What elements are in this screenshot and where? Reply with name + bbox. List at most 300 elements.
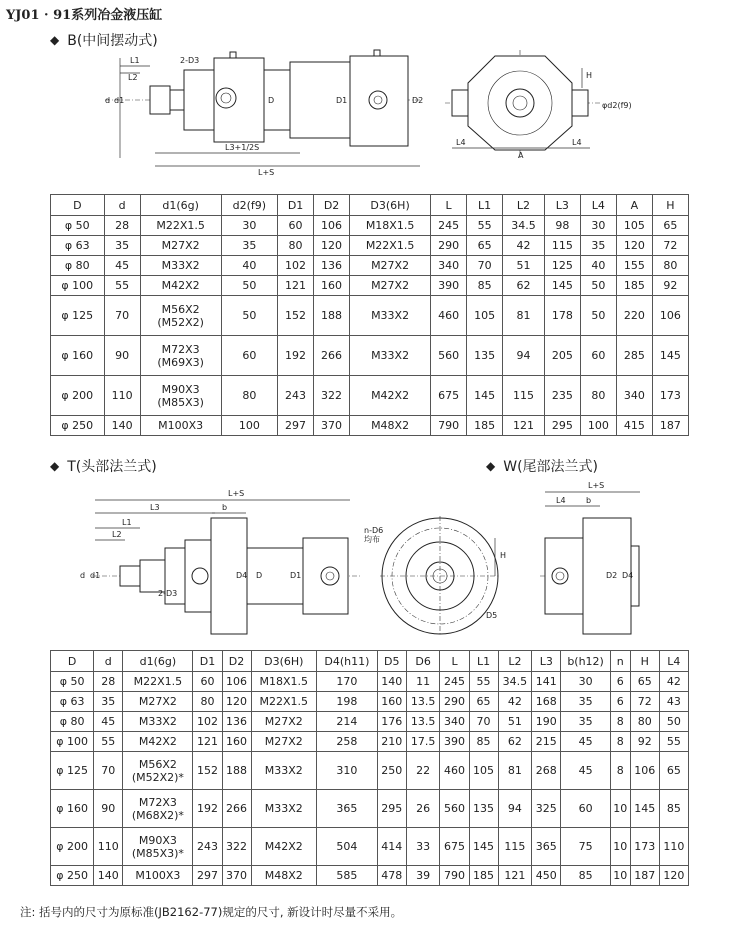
table-cell: 105 bbox=[616, 216, 652, 236]
table-cell: 90 bbox=[94, 790, 123, 828]
table-cell: 60 bbox=[580, 336, 616, 376]
table-cell: 39 bbox=[406, 866, 440, 886]
table-cell: φ 250 bbox=[51, 866, 94, 886]
table-cell: 290 bbox=[440, 692, 469, 712]
label-t-h: H bbox=[500, 551, 507, 560]
table-cell: 250 bbox=[377, 752, 406, 790]
section-b-heading bbox=[50, 30, 158, 50]
table-cell: M42X2 bbox=[251, 828, 316, 866]
label-junbu: 均布 bbox=[364, 535, 380, 544]
table-cell: 51 bbox=[503, 256, 545, 276]
table-cell: 40 bbox=[580, 256, 616, 276]
label-phi-d2: φd2(f9) bbox=[602, 101, 632, 110]
cell-line: M27X2 bbox=[161, 239, 200, 252]
table-cell: 322 bbox=[314, 376, 350, 416]
table-cell: 65 bbox=[652, 216, 688, 236]
label-nd6: n-D6 bbox=[364, 526, 384, 535]
table-cell: φ 200 bbox=[51, 376, 105, 416]
table-cell: 310 bbox=[316, 752, 377, 790]
table-cell: 176 bbox=[377, 712, 406, 732]
table-cell: 60 bbox=[278, 216, 314, 236]
table-cell: 188 bbox=[222, 752, 251, 790]
table-cell: 136 bbox=[222, 712, 251, 732]
table-cell: 55 bbox=[104, 276, 140, 296]
label-ls: L+S bbox=[258, 168, 275, 177]
cell-line: (M52X2)* bbox=[131, 770, 184, 784]
table-cell: 140 bbox=[94, 866, 123, 886]
table-cell: 135 bbox=[469, 790, 498, 828]
table-cell: M33X2 bbox=[350, 336, 431, 376]
table-cell: 340 bbox=[431, 256, 467, 276]
table-cell: 152 bbox=[278, 296, 314, 336]
header-cell: D bbox=[51, 651, 94, 672]
header-cell: D5 bbox=[377, 651, 406, 672]
table-cell: 145 bbox=[630, 790, 659, 828]
table-cell bbox=[123, 732, 193, 752]
table-cell: φ 100 bbox=[51, 276, 105, 296]
table-cell: 102 bbox=[193, 712, 222, 732]
table-row bbox=[51, 712, 689, 732]
table-cell: 121 bbox=[278, 276, 314, 296]
table-t-header bbox=[51, 651, 689, 672]
table-row bbox=[51, 866, 689, 886]
table-cell: 120 bbox=[314, 236, 350, 256]
table-cell: M27X2 bbox=[350, 276, 431, 296]
table-cell: 190 bbox=[532, 712, 561, 732]
table-cell: 45 bbox=[561, 732, 611, 752]
table-cell: 106 bbox=[314, 216, 350, 236]
table-cell: 210 bbox=[377, 732, 406, 752]
label-h: H bbox=[586, 71, 593, 80]
table-cell: 105 bbox=[467, 296, 503, 336]
table-cell: 173 bbox=[652, 376, 688, 416]
table-cell: 80 bbox=[580, 376, 616, 416]
diamond-icon: ◆ bbox=[486, 459, 496, 473]
label-w-l4: L4 bbox=[556, 496, 566, 505]
table-cell: 215 bbox=[532, 732, 561, 752]
table-cell: 35 bbox=[104, 236, 140, 256]
table-cell: 115 bbox=[544, 236, 580, 256]
table-cell: 790 bbox=[431, 416, 467, 436]
table-cell: 187 bbox=[630, 866, 659, 886]
label-d: d bbox=[105, 96, 111, 105]
header-cell: L3 bbox=[544, 195, 580, 216]
cell-line: M72X3 bbox=[161, 342, 200, 356]
cell-line: M33X2 bbox=[138, 715, 177, 728]
table-cell: 50 bbox=[659, 712, 688, 732]
table-cell bbox=[123, 866, 193, 886]
header-cell: d1(6g) bbox=[140, 195, 221, 216]
table-cell: 98 bbox=[544, 216, 580, 236]
table-cell: 50 bbox=[580, 276, 616, 296]
table-cell: 106 bbox=[652, 296, 688, 336]
table-cell: 295 bbox=[544, 416, 580, 436]
table-cell: 28 bbox=[104, 216, 140, 236]
table-cell: 62 bbox=[503, 276, 545, 296]
header-cell: d bbox=[104, 195, 140, 216]
table-cell: 297 bbox=[278, 416, 314, 436]
label-l2: L2 bbox=[128, 73, 138, 82]
table-cell: 72 bbox=[652, 236, 688, 256]
label-t-d1big: D1 bbox=[290, 571, 302, 580]
table-cell: 45 bbox=[104, 256, 140, 276]
table-cell: 30 bbox=[580, 216, 616, 236]
table-cell: 85 bbox=[659, 790, 688, 828]
table-cell: 295 bbox=[377, 790, 406, 828]
table-cell: 266 bbox=[314, 336, 350, 376]
diagram-b bbox=[0, 48, 740, 183]
table-cell: M33X2 bbox=[251, 790, 316, 828]
table-row bbox=[51, 376, 689, 416]
table-cell: 92 bbox=[630, 732, 659, 752]
table-cell: M18X1.5 bbox=[350, 216, 431, 236]
section-w-heading bbox=[486, 456, 598, 476]
table-row bbox=[51, 732, 689, 752]
label-l3s: L3+1/2S bbox=[225, 143, 260, 152]
header-cell: L2 bbox=[498, 651, 532, 672]
table-cell: 160 bbox=[222, 732, 251, 752]
label-t-2d3: 2-D3 bbox=[158, 589, 178, 598]
table-cell: 115 bbox=[503, 376, 545, 416]
table-cell: 478 bbox=[377, 866, 406, 886]
label-d2: D2 bbox=[412, 96, 424, 105]
table-cell: φ 125 bbox=[51, 296, 105, 336]
table-cell: 75 bbox=[561, 828, 611, 866]
table-cell: 45 bbox=[561, 752, 611, 790]
table-cell bbox=[140, 336, 221, 376]
table-cell: 102 bbox=[278, 256, 314, 276]
table-cell: 243 bbox=[193, 828, 222, 866]
header-cell: D1 bbox=[278, 195, 314, 216]
table-cell: 51 bbox=[498, 712, 532, 732]
table-cell: 675 bbox=[431, 376, 467, 416]
table-cell: 152 bbox=[193, 752, 222, 790]
table-cell: 50 bbox=[221, 296, 277, 336]
table-cell: 160 bbox=[314, 276, 350, 296]
table-cell bbox=[123, 672, 193, 692]
table-cell: φ 50 bbox=[51, 216, 105, 236]
table-cell: 110 bbox=[659, 828, 688, 866]
table-cell: 560 bbox=[431, 336, 467, 376]
table-cell: 105 bbox=[469, 752, 498, 790]
label-l4-right: L4 bbox=[572, 138, 582, 147]
table-cell: M22X1.5 bbox=[350, 236, 431, 256]
table-cell: 100 bbox=[221, 416, 277, 436]
table-cell: 10 bbox=[610, 828, 630, 866]
rod-end bbox=[150, 86, 170, 114]
header-cell: n bbox=[610, 651, 630, 672]
cell-line: (M85X3)* bbox=[131, 846, 184, 860]
table-cell: M18X1.5 bbox=[251, 672, 316, 692]
table-cell: 80 bbox=[193, 692, 222, 712]
table-cell: 198 bbox=[316, 692, 377, 712]
table-b bbox=[50, 194, 689, 436]
table-cell: 43 bbox=[659, 692, 688, 712]
table-cell: 35 bbox=[221, 236, 277, 256]
table-cell: 80 bbox=[630, 712, 659, 732]
table-cell: 170 bbox=[316, 672, 377, 692]
table-cell: 145 bbox=[467, 376, 503, 416]
table-cell: 70 bbox=[104, 296, 140, 336]
table-cell bbox=[140, 236, 221, 256]
table-cell: 70 bbox=[469, 712, 498, 732]
table-cell: 145 bbox=[469, 828, 498, 866]
diamond-icon: ◆ bbox=[50, 33, 60, 47]
cell-line: M42X2 bbox=[161, 279, 200, 292]
header-cell: D4(h11) bbox=[316, 651, 377, 672]
table-cell: 245 bbox=[440, 672, 469, 692]
label-dd: D bbox=[268, 96, 275, 105]
label-t-dd: D bbox=[256, 571, 263, 580]
table-cell bbox=[123, 790, 193, 828]
table-cell: 6 bbox=[610, 692, 630, 712]
table-cell: 70 bbox=[94, 752, 123, 790]
table-cell: 136 bbox=[314, 256, 350, 276]
table-cell: φ 250 bbox=[51, 416, 105, 436]
table-cell: M22X1.5 bbox=[251, 692, 316, 712]
label-t-ls: L+S bbox=[228, 489, 245, 498]
label-a: A bbox=[518, 151, 524, 160]
label-t-d1: d1 bbox=[90, 571, 101, 580]
label-t-l3: L3 bbox=[150, 503, 160, 512]
table-cell: 42 bbox=[498, 692, 532, 712]
table-cell: M33X2 bbox=[350, 296, 431, 336]
table-cell: 80 bbox=[652, 256, 688, 276]
table-cell bbox=[123, 712, 193, 732]
diagram-t-w bbox=[0, 478, 740, 640]
table-cell: 22 bbox=[406, 752, 440, 790]
header-cell: b(h12) bbox=[561, 651, 611, 672]
table-cell: 460 bbox=[431, 296, 467, 336]
table-cell: 94 bbox=[498, 790, 532, 828]
header-cell: D3(6H) bbox=[251, 651, 316, 672]
table-cell: 11 bbox=[406, 672, 440, 692]
header-cell: L1 bbox=[469, 651, 498, 672]
table-cell: 245 bbox=[431, 216, 467, 236]
table-row bbox=[51, 276, 689, 296]
cell-line: M56X2 bbox=[138, 757, 177, 771]
table-cell: 258 bbox=[316, 732, 377, 752]
cell-line: M22X1.5 bbox=[156, 219, 205, 232]
table-cell: 55 bbox=[469, 672, 498, 692]
table-cell: 30 bbox=[221, 216, 277, 236]
cell-line: M27X2 bbox=[138, 695, 177, 708]
table-cell: 365 bbox=[316, 790, 377, 828]
table-row bbox=[51, 216, 689, 236]
table-cell: 390 bbox=[431, 276, 467, 296]
table-cell: 110 bbox=[94, 828, 123, 866]
table-cell: 325 bbox=[532, 790, 561, 828]
label-2d3: 2-D3 bbox=[180, 56, 200, 65]
table-cell: 35 bbox=[580, 236, 616, 256]
table-cell: 173 bbox=[630, 828, 659, 866]
label-t-d: d bbox=[80, 571, 86, 580]
table-cell: 8 bbox=[610, 732, 630, 752]
table-cell: 33 bbox=[406, 828, 440, 866]
table-cell: 80 bbox=[278, 236, 314, 256]
table-cell: 135 bbox=[467, 336, 503, 376]
cell-line: M56X2 bbox=[161, 302, 200, 316]
header-cell: D6 bbox=[406, 651, 440, 672]
table-cell: M48X2 bbox=[350, 416, 431, 436]
table-cell: 322 bbox=[222, 828, 251, 866]
table-cell: φ 160 bbox=[51, 336, 105, 376]
table-cell: 185 bbox=[616, 276, 652, 296]
table-cell: 121 bbox=[498, 866, 532, 886]
table-cell: 92 bbox=[652, 276, 688, 296]
table-cell bbox=[140, 296, 221, 336]
table-cell: 145 bbox=[544, 276, 580, 296]
cell-line: M33X2 bbox=[161, 259, 200, 272]
table-cell: 185 bbox=[469, 866, 498, 886]
table-cell: φ 100 bbox=[51, 732, 94, 752]
table-cell: 120 bbox=[659, 866, 688, 886]
table-cell: 178 bbox=[544, 296, 580, 336]
table-cell: 13.5 bbox=[406, 712, 440, 732]
table-cell: 100 bbox=[580, 416, 616, 436]
table-cell: 340 bbox=[440, 712, 469, 732]
table-cell: 220 bbox=[616, 296, 652, 336]
table-cell: 141 bbox=[532, 672, 561, 692]
table-cell: φ 63 bbox=[51, 692, 94, 712]
table-cell bbox=[123, 692, 193, 712]
table-cell: 10 bbox=[610, 866, 630, 886]
table-row bbox=[51, 236, 689, 256]
table-cell: 10 bbox=[610, 790, 630, 828]
table-row bbox=[51, 752, 689, 790]
table-cell bbox=[140, 376, 221, 416]
cell-line: M72X3 bbox=[138, 795, 177, 809]
table-cell: 28 bbox=[94, 672, 123, 692]
table-row bbox=[51, 296, 689, 336]
table-cell: 115 bbox=[498, 828, 532, 866]
table-cell: 65 bbox=[630, 672, 659, 692]
table-cell: 45 bbox=[94, 712, 123, 732]
header-cell: D2 bbox=[314, 195, 350, 216]
table-row bbox=[51, 828, 689, 866]
table-cell: 13.5 bbox=[406, 692, 440, 712]
header-cell: L bbox=[431, 195, 467, 216]
table-cell: 17.5 bbox=[406, 732, 440, 752]
table-cell: 35 bbox=[561, 692, 611, 712]
table-cell: 121 bbox=[193, 732, 222, 752]
cell-line: M22X1.5 bbox=[133, 675, 183, 688]
table-cell: 145 bbox=[652, 336, 688, 376]
table-cell: 140 bbox=[377, 672, 406, 692]
table-cell: 390 bbox=[440, 732, 469, 752]
header-cell: L2 bbox=[503, 195, 545, 216]
table-row bbox=[51, 416, 689, 436]
table-cell: 268 bbox=[532, 752, 561, 790]
table-cell: M27X2 bbox=[350, 256, 431, 276]
table-cell: 675 bbox=[440, 828, 469, 866]
table-cell: 35 bbox=[561, 712, 611, 732]
table-cell: 340 bbox=[616, 376, 652, 416]
label-w-b: b bbox=[586, 496, 592, 505]
table-cell: 120 bbox=[222, 692, 251, 712]
table-cell: φ 200 bbox=[51, 828, 94, 866]
table-cell: 50 bbox=[580, 296, 616, 336]
table-cell: 55 bbox=[467, 216, 503, 236]
label-t-l2: L2 bbox=[112, 530, 122, 539]
cell-line: M100X3 bbox=[158, 419, 204, 432]
cell-line: M42X2 bbox=[138, 735, 177, 748]
table-cell: 60 bbox=[561, 790, 611, 828]
table-cell: 65 bbox=[469, 692, 498, 712]
table-cell: 72 bbox=[630, 692, 659, 712]
table-cell: 192 bbox=[278, 336, 314, 376]
header-cell: D1 bbox=[193, 651, 222, 672]
table-row bbox=[51, 336, 689, 376]
table-cell: 65 bbox=[467, 236, 503, 256]
diamond-icon: ◆ bbox=[50, 459, 60, 473]
label-d1: d1 bbox=[114, 96, 125, 105]
cell-line: (M52X2) bbox=[157, 315, 204, 329]
table-cell: 235 bbox=[544, 376, 580, 416]
header-cell: L bbox=[440, 651, 469, 672]
table-cell: 6 bbox=[610, 672, 630, 692]
table-cell: M27X2 bbox=[251, 732, 316, 752]
cell-line: (M85X3) bbox=[157, 395, 204, 409]
table-cell: 85 bbox=[469, 732, 498, 752]
header-cell: H bbox=[630, 651, 659, 672]
table-cell: 42 bbox=[503, 236, 545, 256]
label-t-l1: L1 bbox=[122, 518, 132, 527]
table-cell: 90 bbox=[104, 336, 140, 376]
table-cell: 8 bbox=[610, 752, 630, 790]
table-cell: φ 125 bbox=[51, 752, 94, 790]
section-t-label: T(头部法兰式) bbox=[67, 459, 157, 475]
table-cell: 285 bbox=[616, 336, 652, 376]
table-cell: 40 bbox=[221, 256, 277, 276]
label-l1: L1 bbox=[130, 56, 140, 65]
table-cell: 205 bbox=[544, 336, 580, 376]
header-cell: L4 bbox=[580, 195, 616, 216]
table-row bbox=[51, 256, 689, 276]
header-cell: d2(f9) bbox=[221, 195, 277, 216]
header-cell: D bbox=[51, 195, 105, 216]
header-cell: A bbox=[616, 195, 652, 216]
cell-line: M90X3 bbox=[161, 382, 200, 396]
label-w-d4: D4 bbox=[622, 571, 634, 580]
table-cell: φ 80 bbox=[51, 256, 105, 276]
table-cell: 297 bbox=[193, 866, 222, 886]
table-cell: 110 bbox=[104, 376, 140, 416]
table-cell bbox=[140, 216, 221, 236]
table-cell: 188 bbox=[314, 296, 350, 336]
table-cell: 415 bbox=[616, 416, 652, 436]
table-cell: M27X2 bbox=[251, 712, 316, 732]
table-cell: φ 50 bbox=[51, 672, 94, 692]
table-row bbox=[51, 672, 689, 692]
table-cell: 62 bbox=[498, 732, 532, 752]
table-cell bbox=[140, 276, 221, 296]
cell-line: (M68X2)* bbox=[131, 808, 184, 822]
table-cell: 34.5 bbox=[498, 672, 532, 692]
table-cell bbox=[140, 256, 221, 276]
header-cell: H bbox=[652, 195, 688, 216]
table-cell: 85 bbox=[561, 866, 611, 886]
table-cell: 266 bbox=[222, 790, 251, 828]
table-t bbox=[50, 650, 689, 886]
table-cell: 55 bbox=[659, 732, 688, 752]
table-cell bbox=[123, 752, 193, 790]
table-cell: φ 63 bbox=[51, 236, 105, 256]
table-cell: M33X2 bbox=[251, 752, 316, 790]
label-w-d2: D2 bbox=[606, 571, 618, 580]
page-title: YJ01 · 91系列冶金液压缸 bbox=[6, 8, 163, 23]
header-cell: D2 bbox=[222, 651, 251, 672]
